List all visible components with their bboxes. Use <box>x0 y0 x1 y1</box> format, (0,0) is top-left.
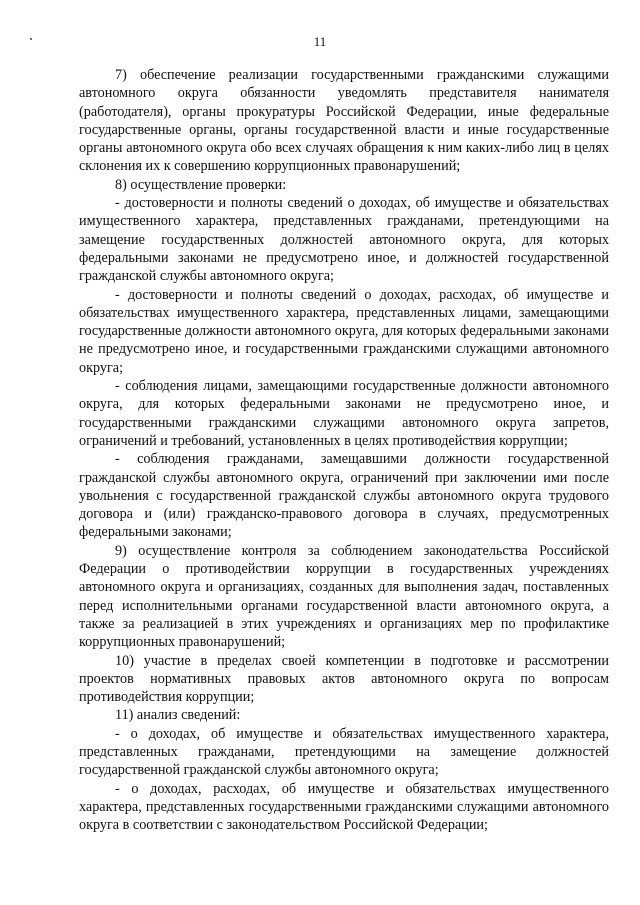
paragraph-item-7: 7) обеспечение реализации государственными гражданскими служащими автономного округа обязанности уведомлять представителя нанимателя (работодателя), органы прокуратуры Российской Федерации, иные федеральные государственные органы, органы государственной власти и иные государственные органы автономного округа обо всех случаях обращения к ним каких-либо лиц в целях склонения их к совершению коррупционных правонарушений; <box>79 67 609 175</box>
paragraph-item-8-bullet-2: - достоверности и полноты сведений о доходах, расходах, об имуществе и обязательствах имущественного характера, представленных лицами, замещающими государственные должности автономного округа, для которых федеральными законами не предусмотрено иное, и государственными гражданскими служащими автономного округа; <box>79 286 609 376</box>
paragraph-item-11-bullet-2: - о доходах, расходах, об имуществе и обязательствах имущественного характера, представленных государственными гражданскими служащими автономного округа в соответствии с законодательством Российской Федерации; <box>79 780 609 834</box>
page-number: 11 <box>313 34 327 49</box>
paragraph-item-11-heading: 11) анализ сведений: <box>115 707 241 724</box>
paragraph-item-8-bullet-4: - соблюдения гражданами, замещавшими должности государственной гражданской службы автономного округа, ограничений при заключении ими после увольнения с государственной гражданской службы автономного округа трудового договора и (или) гражданско-правового договора в случаях, предусмотренных федеральными законами; <box>79 451 609 541</box>
paragraph-item-10: 10) участие в пределах своей компетенции в подготовке и рассмотрении проектов нормативных правовых актов автономного округа по вопросам противодействия коррупции; <box>79 652 609 706</box>
paragraph-item-8-bullet-3: - соблюдения лицами, замещающими государственные должности автономного округа, для которых федеральными законами не предусмотрено иное, и государственными гражданскими служащими автономного округа запретов, ограничений и требований, установленных в целях противодействия коррупции; <box>79 378 609 449</box>
paragraph-item-8-heading: 8) осуществление проверки: <box>115 176 287 193</box>
document-body <box>79 66 609 834</box>
paragraph-item-9: 9) осуществление контроля за соблюдением законодательства Российской Федерации о противодействии коррупции в государственных учреждениях автономного округа и организациях, созданных для выполнения задач, поставленных перед исполнительными органами государственной власти автономного округа, а также за реализацией в этих учреждениях и организациях мер по профилактике коррупционных правонарушений; <box>79 542 609 651</box>
paragraph-item-11-bullet-1: - о доходах, об имуществе и обязательствах имущественного характера, представленных гражданами, претендующими на замещение должностей государственной гражданской службы автономного округа; <box>79 725 609 779</box>
paragraph-item-8-bullet-1: - достоверности и полноты сведений о доходах, об имуществе и обязательствах имущественного характера, представленных гражданами, претендующими на замещение государственных должностей автономного округа, для которых федеральными законами не предусмотрено иное, и должностей государственной гражданской службы автономного округа; <box>79 195 609 285</box>
